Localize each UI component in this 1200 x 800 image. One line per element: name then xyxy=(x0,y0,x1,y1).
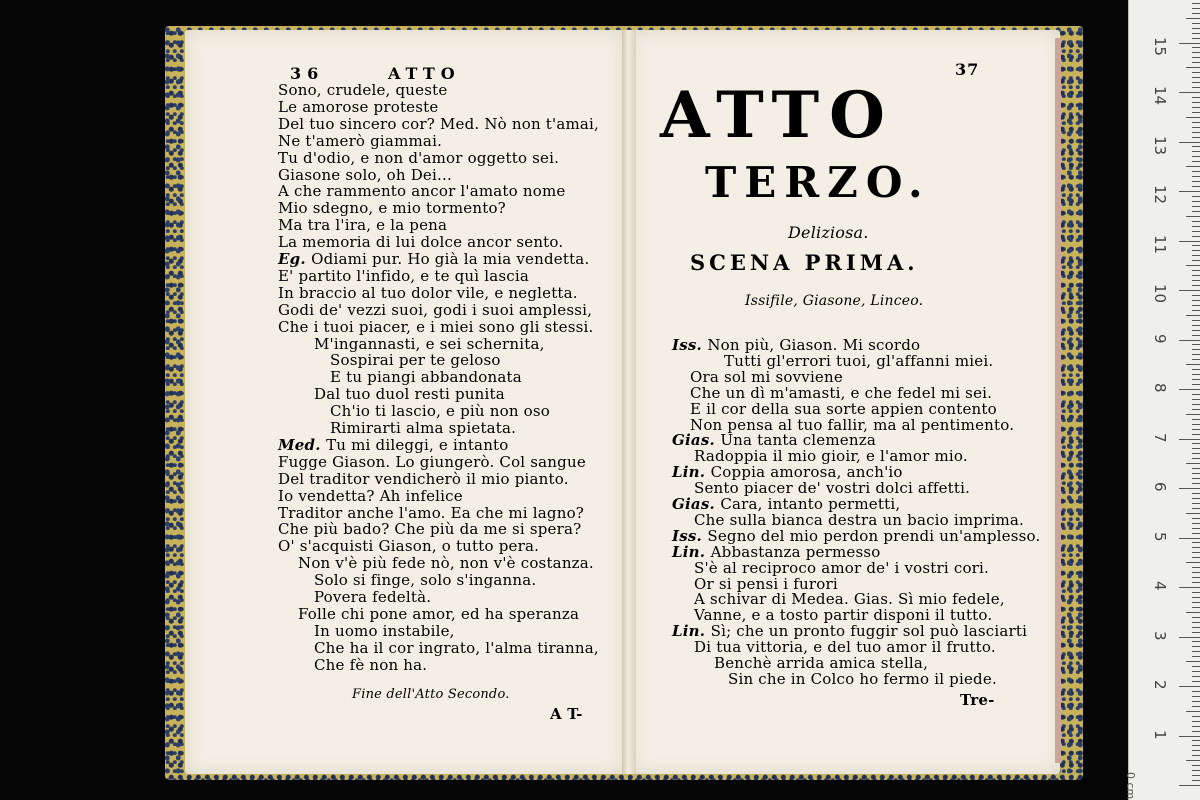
ruler-tick xyxy=(1192,775,1200,776)
text-line xyxy=(278,234,563,251)
ruler-tick xyxy=(1192,335,1200,336)
line-text: Non pensa al tuo fallir, ma al pentimento. xyxy=(690,415,1015,434)
ruler-tick xyxy=(1192,567,1200,568)
line-text: O' s'acquisti Giason, o tutto pera. xyxy=(278,537,540,556)
speaker-label: Gias. xyxy=(672,431,721,450)
line-text: Sospirai per te geloso xyxy=(330,351,501,370)
text-line xyxy=(278,521,581,538)
page-edge xyxy=(1055,38,1061,763)
ruler-tick xyxy=(1192,706,1200,707)
ruler-number: 5 xyxy=(1151,531,1169,542)
ruler-tick xyxy=(1192,52,1200,53)
line-text: Le amorose proteste xyxy=(278,97,439,116)
text-line xyxy=(278,99,438,116)
ruler-number: 2 xyxy=(1151,680,1169,690)
speaker-label: Lin. xyxy=(672,463,711,482)
ruler-tick xyxy=(1192,38,1200,39)
text-line xyxy=(728,671,997,688)
line-text: Coppia amorosa, anch'io xyxy=(710,463,903,482)
ruler-tick xyxy=(1192,132,1200,133)
line-text: Che ha il cor ingrato, l'alma tiranna, xyxy=(314,638,599,657)
ruler-tick xyxy=(1192,518,1200,519)
ruler-tick xyxy=(1192,13,1200,14)
ruler-tick xyxy=(1192,33,1200,34)
line-text: In uomo instabile, xyxy=(314,621,455,640)
ruler-tick xyxy=(1192,146,1200,147)
ruler-tick xyxy=(1179,241,1200,242)
left-catchword: A T- xyxy=(550,705,583,723)
text-line xyxy=(278,268,529,285)
ruler-tick xyxy=(1192,468,1200,469)
ruler-tick xyxy=(1192,740,1200,741)
line-text: Solo si finge, solo s'inganna. xyxy=(314,571,537,590)
ruler-tick xyxy=(1179,43,1200,44)
ruler-tick xyxy=(1186,612,1200,613)
ruler-tick xyxy=(1192,305,1200,306)
text-line xyxy=(278,505,584,522)
line-text: Abbastanza permesso xyxy=(710,542,881,561)
speaker-label: Iss. xyxy=(672,336,708,354)
right-page-number: 37 xyxy=(955,60,980,79)
ruler-tick xyxy=(1192,404,1200,405)
text-line xyxy=(330,352,501,369)
line-text: Del traditor vendicherò il mio pianto. xyxy=(278,469,569,488)
line-text: Benchè arrida amica stella, xyxy=(714,654,929,672)
speaker-label: Iss. xyxy=(672,526,708,545)
ruler-tick xyxy=(1192,602,1200,603)
ruler-tick xyxy=(1192,57,1200,58)
ruler-number: 12 xyxy=(1151,185,1169,205)
ruler-tick xyxy=(1192,448,1200,449)
ruler-number: 11 xyxy=(1151,234,1169,254)
ruler-tick xyxy=(1192,394,1200,395)
ruler-tick xyxy=(1192,473,1200,474)
line-text: Povera fedeltà. xyxy=(314,588,432,606)
line-text: Fugge Giason. Lo giungerò. Col sangue xyxy=(278,452,586,471)
ruler-tick xyxy=(1192,354,1200,355)
left-page-number: 36 xyxy=(290,64,325,83)
ruler-tick xyxy=(1192,750,1200,751)
ruler-tick xyxy=(1192,493,1200,494)
ruler-tick xyxy=(1179,92,1200,93)
ruler-tick xyxy=(1192,592,1200,593)
line-text: E' partito l'infido, e te quì lascia xyxy=(278,266,530,285)
line-text: Non v'è più fede nò, non v'è costanza. xyxy=(298,554,594,573)
ruler-tick xyxy=(1192,577,1200,578)
text-line xyxy=(330,403,550,420)
ruler-tick xyxy=(1192,547,1200,548)
ruler-unit-label: 0 cm xyxy=(1124,772,1137,800)
ruler-number: 6 xyxy=(1151,482,1169,492)
speaker-label: Lin. xyxy=(672,542,711,561)
speaker-label: Eg. xyxy=(278,250,312,268)
text-line xyxy=(278,116,599,133)
ruler-tick xyxy=(1179,389,1200,390)
line-text: Sento piacer de' vostri dolci affetti. xyxy=(694,479,971,498)
speaker-label: Gias. xyxy=(672,495,721,513)
ruler-tick xyxy=(1186,315,1200,316)
ruler-tick xyxy=(1192,632,1200,633)
line-text: Tu mi dileggi, e intanto xyxy=(326,435,509,454)
text-line xyxy=(314,623,455,640)
ruler-tick xyxy=(1192,533,1200,534)
ruler-tick xyxy=(1192,696,1200,697)
ruler-tick xyxy=(1192,137,1200,138)
text-line xyxy=(278,538,539,555)
ruler-tick xyxy=(1192,221,1200,222)
text-line xyxy=(278,454,586,471)
line-text: A schivar di Medea. Gias. Sì mio fedele, xyxy=(694,590,1005,609)
ruler-tick xyxy=(1192,384,1200,385)
text-line xyxy=(278,319,594,336)
ruler-tick xyxy=(1192,226,1200,227)
ruler-tick xyxy=(1192,206,1200,207)
ruler-tick xyxy=(1192,82,1200,83)
ruler-tick xyxy=(1192,770,1200,771)
ruler-tick xyxy=(1192,112,1200,113)
ruler-tick xyxy=(1192,260,1200,261)
line-text: Tu d'odio, e non d'amor oggetto sei. xyxy=(278,148,560,167)
ruler-tick xyxy=(1192,255,1200,256)
ruler-tick xyxy=(1192,508,1200,509)
ruler-tick xyxy=(1192,3,1200,4)
line-text: S'è al reciproco amor de' i vostri cori. xyxy=(694,558,990,577)
ruler-tick xyxy=(1186,216,1200,217)
ruler-number: 3 xyxy=(1151,630,1169,641)
ruler-tick xyxy=(1192,196,1200,197)
end-note: Fine dell'Atto Secondo. xyxy=(352,687,510,702)
ruler-tick xyxy=(1186,711,1200,712)
ruler-tick xyxy=(1192,151,1200,152)
line-text: Sono, crudele, queste xyxy=(278,81,448,99)
ruler-number: 13 xyxy=(1151,135,1169,155)
ruler-tick xyxy=(1192,47,1200,48)
ruler-tick xyxy=(1192,236,1200,237)
ruler-tick xyxy=(1186,67,1200,68)
ruler-tick xyxy=(1192,156,1200,157)
ruler-tick xyxy=(1192,107,1200,108)
ruler-number: 4 xyxy=(1151,581,1169,591)
ruler-tick xyxy=(1192,716,1200,717)
ruler-tick xyxy=(1192,453,1200,454)
ruler-tick xyxy=(1192,62,1200,63)
ruler-tick xyxy=(1192,755,1200,756)
text-line xyxy=(278,200,506,217)
line-text: In braccio al tuo dolor vile, e negletta. xyxy=(278,283,578,302)
ruler-tick xyxy=(1192,300,1200,301)
ruler-tick xyxy=(1179,439,1200,440)
line-text: Che più bado? Che più da me si spera? xyxy=(278,520,582,539)
line-text: Che un dì m'amasti, e che fedel mi sei. xyxy=(690,383,993,402)
ruler-tick xyxy=(1192,87,1200,88)
text-line xyxy=(278,217,447,234)
ruler-tick xyxy=(1192,181,1200,182)
ruler-tick xyxy=(1186,18,1200,19)
speaker-label: Lin. xyxy=(672,622,711,641)
ruler-tick xyxy=(1192,745,1200,746)
ruler-tick xyxy=(1186,414,1200,415)
right-catchword: Tre- xyxy=(960,691,995,709)
line-text: Odiami pur. Ho già la mia vendetta. xyxy=(311,250,590,268)
ruler-tick xyxy=(1192,161,1200,162)
ruler-tick xyxy=(1192,721,1200,722)
ruler-tick xyxy=(1192,622,1200,623)
line-text: Tutti gl'errori tuoi, gl'affanni miei. xyxy=(724,351,994,370)
ruler-tick xyxy=(1192,443,1200,444)
ruler-tick xyxy=(1192,503,1200,504)
ruler-tick xyxy=(1192,498,1200,499)
ruler-tick xyxy=(1192,211,1200,212)
ruler-number: 1 xyxy=(1151,729,1169,740)
ruler-tick xyxy=(1179,290,1200,291)
ruler-tick xyxy=(1192,557,1200,558)
text-line xyxy=(278,167,452,184)
ruler-tick xyxy=(1192,349,1200,350)
line-text: Sin che in Colco ho fermo il piede. xyxy=(728,669,997,688)
ruler-tick xyxy=(1192,275,1200,276)
ruler-tick xyxy=(1192,646,1200,647)
ruler-tick xyxy=(1192,701,1200,702)
ruler-tick xyxy=(1192,280,1200,281)
line-text: Mio sdegno, e mio tormento? xyxy=(278,199,506,218)
line-text: Vanne, e a tosto partir disponi il tutto. xyxy=(694,606,993,625)
text-line xyxy=(278,437,509,454)
ruler-tick xyxy=(1192,572,1200,573)
ruler-tick xyxy=(1192,731,1200,732)
scene-title: SCENA PRIMA. xyxy=(690,250,919,275)
ruler-tick xyxy=(1192,528,1200,529)
ruler-number: 14 xyxy=(1151,86,1169,106)
ruler-tick xyxy=(1192,597,1200,598)
line-text: Or si pensi i furori xyxy=(694,574,838,593)
ruler-tick xyxy=(1192,72,1200,73)
measurement-ruler xyxy=(1124,0,1200,800)
ruler-tick xyxy=(1192,379,1200,380)
setting: Deliziosa. xyxy=(788,223,869,242)
ruler-number: 9 xyxy=(1151,333,1169,344)
ruler-tick xyxy=(1192,23,1200,24)
ruler-tick xyxy=(1192,399,1200,400)
ruler-tick xyxy=(1192,122,1200,123)
text-line xyxy=(278,471,569,488)
ruler-tick xyxy=(1179,340,1200,341)
ruler-tick xyxy=(1179,736,1200,737)
ruler-tick xyxy=(1192,127,1200,128)
text-line xyxy=(278,82,447,99)
line-text: A che rammento ancor l'amato nome xyxy=(278,182,566,201)
line-text: Non più, Giason. Mi scordo xyxy=(707,336,921,354)
ruler-tick xyxy=(1179,488,1200,489)
line-text: La memoria di lui dolce ancor sento. xyxy=(278,233,564,252)
ruler-tick xyxy=(1192,325,1200,326)
ruler-tick xyxy=(1192,201,1200,202)
text-line xyxy=(298,555,594,572)
ruler-tick xyxy=(1192,97,1200,98)
ruler-tick xyxy=(1192,483,1200,484)
line-text: Traditor anche l'amo. Ea che mi lagno? xyxy=(278,503,585,522)
act-title-line2: TERZO. xyxy=(705,158,931,207)
line-text: Folle chi pone amor, ed ha speranza xyxy=(298,604,580,623)
text-line xyxy=(298,606,579,623)
ruler-tick xyxy=(1192,523,1200,524)
line-text: Io vendetta? Ah infelice xyxy=(278,486,463,505)
text-line xyxy=(314,336,545,353)
text-line xyxy=(314,657,427,674)
ruler-tick xyxy=(1186,463,1200,464)
ruler-number: 7 xyxy=(1151,432,1169,443)
line-text: Che i tuoi piacer, e i miei sono gli stessi. xyxy=(278,317,594,336)
ruler-tick xyxy=(1192,330,1200,331)
ruler-tick xyxy=(1192,478,1200,479)
ruler-tick xyxy=(1192,245,1200,246)
line-text: Ch'io ti lascio, e più non oso xyxy=(330,402,551,421)
ruler-tick xyxy=(1192,369,1200,370)
ruler-tick xyxy=(1192,666,1200,667)
line-text: Ma tra l'ira, e la pena xyxy=(278,216,448,235)
text-line xyxy=(314,589,431,606)
ruler-tick xyxy=(1192,374,1200,375)
ruler-tick xyxy=(1192,8,1200,9)
left-running-head: ATTO xyxy=(388,64,461,83)
line-text: Sì; che un pronto fuggir sol può lasciarti xyxy=(710,622,1028,641)
characters-list: Issifile, Giasone, Linceo. xyxy=(745,293,924,309)
ruler-tick xyxy=(1192,231,1200,232)
ruler-tick xyxy=(1192,434,1200,435)
ruler-tick xyxy=(1192,250,1200,251)
ruler-tick xyxy=(1192,691,1200,692)
ruler-number: 10 xyxy=(1151,284,1169,304)
ruler-tick xyxy=(1186,364,1200,365)
ruler-tick xyxy=(1192,681,1200,682)
line-text: Dal tuo duol resti punita xyxy=(314,385,505,404)
text-line xyxy=(314,386,505,403)
ruler-tick xyxy=(1192,582,1200,583)
line-text: Giasone solo, oh Dei... xyxy=(278,165,452,184)
text-line xyxy=(278,150,559,167)
line-text: Ora sol mi sovviene xyxy=(690,367,843,386)
text-line xyxy=(330,369,522,386)
text-line xyxy=(278,302,592,319)
ruler-tick xyxy=(1192,656,1200,657)
ruler-tick xyxy=(1192,419,1200,420)
ruler-tick xyxy=(1192,617,1200,618)
ruler-tick xyxy=(1179,686,1200,687)
ruler-tick xyxy=(1192,186,1200,187)
ruler-tick xyxy=(1192,344,1200,345)
text-line xyxy=(330,420,516,437)
ruler-tick xyxy=(1192,458,1200,459)
ruler-tick xyxy=(1192,310,1200,311)
line-text: M'ingannasti, e sei schernita, xyxy=(314,334,545,353)
ruler-tick xyxy=(1192,176,1200,177)
ruler-tick xyxy=(1179,538,1200,539)
ruler-tick xyxy=(1192,552,1200,553)
ruler-tick xyxy=(1192,607,1200,608)
ruler-tick xyxy=(1186,166,1200,167)
ruler-tick xyxy=(1192,28,1200,29)
text-line xyxy=(278,285,578,302)
ruler-tick xyxy=(1192,627,1200,628)
ruler-tick xyxy=(1186,562,1200,563)
ruler-tick xyxy=(1192,320,1200,321)
text-line xyxy=(278,133,442,150)
ruler-tick xyxy=(1186,265,1200,266)
ruler-tick xyxy=(1192,295,1200,296)
line-text: Segno del mio perdon prendi un'amplesso. xyxy=(707,526,1041,545)
line-text: Godi de' vezzi suoi, godi i suoi amplessi, xyxy=(278,300,593,319)
ruler-tick xyxy=(1192,77,1200,78)
line-text: Che fè non ha. xyxy=(314,655,428,674)
text-line xyxy=(278,251,589,268)
book-gutter xyxy=(622,30,636,774)
ruler-tick xyxy=(1179,637,1200,638)
line-text: Di tua vittoria, e del tuo amor il frutto. xyxy=(694,638,996,657)
ruler-tick xyxy=(1179,142,1200,143)
ruler-tick xyxy=(1179,785,1200,786)
ruler-tick xyxy=(1192,765,1200,766)
ruler-tick xyxy=(1192,409,1200,410)
ruler-tick xyxy=(1186,760,1200,761)
ruler-tick xyxy=(1192,651,1200,652)
ruler-tick xyxy=(1186,117,1200,118)
text-line xyxy=(278,183,565,200)
ruler-tick xyxy=(1192,359,1200,360)
line-text: Una tanta clemenza xyxy=(720,431,876,450)
ruler-tick xyxy=(1192,780,1200,781)
ruler-tick xyxy=(1192,285,1200,286)
ruler-tick xyxy=(1192,171,1200,172)
ruler-number: 8 xyxy=(1151,383,1169,393)
line-text: Che sulla bianca destra un bacio imprima. xyxy=(694,510,1025,529)
ruler-tick xyxy=(1186,513,1200,514)
ruler-tick xyxy=(1192,726,1200,727)
line-text: Radoppia il mio gioir, e l'amor mio. xyxy=(694,447,968,466)
text-line xyxy=(278,488,463,505)
ruler-tick xyxy=(1186,661,1200,662)
speaker-label: Med. xyxy=(278,435,327,454)
line-text: Ne t'amerò giammai. xyxy=(278,131,443,150)
line-text: Rimirarti alma spietata. xyxy=(330,419,517,437)
line-text: Del tuo sincero cor? Med. Nò non t'amai, xyxy=(278,114,600,133)
ruler-tick xyxy=(1179,191,1200,192)
text-line xyxy=(314,640,599,657)
ruler-tick xyxy=(1192,424,1200,425)
text-line xyxy=(314,572,536,589)
ruler-tick xyxy=(1192,542,1200,543)
line-text: E tu piangi abbandonata xyxy=(330,368,522,387)
ruler-tick xyxy=(1192,676,1200,677)
ruler-number: 15 xyxy=(1151,36,1169,56)
act-title-line1: ATTO xyxy=(660,78,895,153)
ruler-tick xyxy=(1192,102,1200,103)
ruler-tick xyxy=(1192,429,1200,430)
ruler-tick xyxy=(1179,587,1200,588)
ruler-tick xyxy=(1192,270,1200,271)
ruler-tick xyxy=(1192,641,1200,642)
line-text: Cara, intanto permetti, xyxy=(720,495,901,513)
line-text: E il cor della sua sorte appien contento xyxy=(690,399,997,418)
ruler-tick xyxy=(1192,671,1200,672)
